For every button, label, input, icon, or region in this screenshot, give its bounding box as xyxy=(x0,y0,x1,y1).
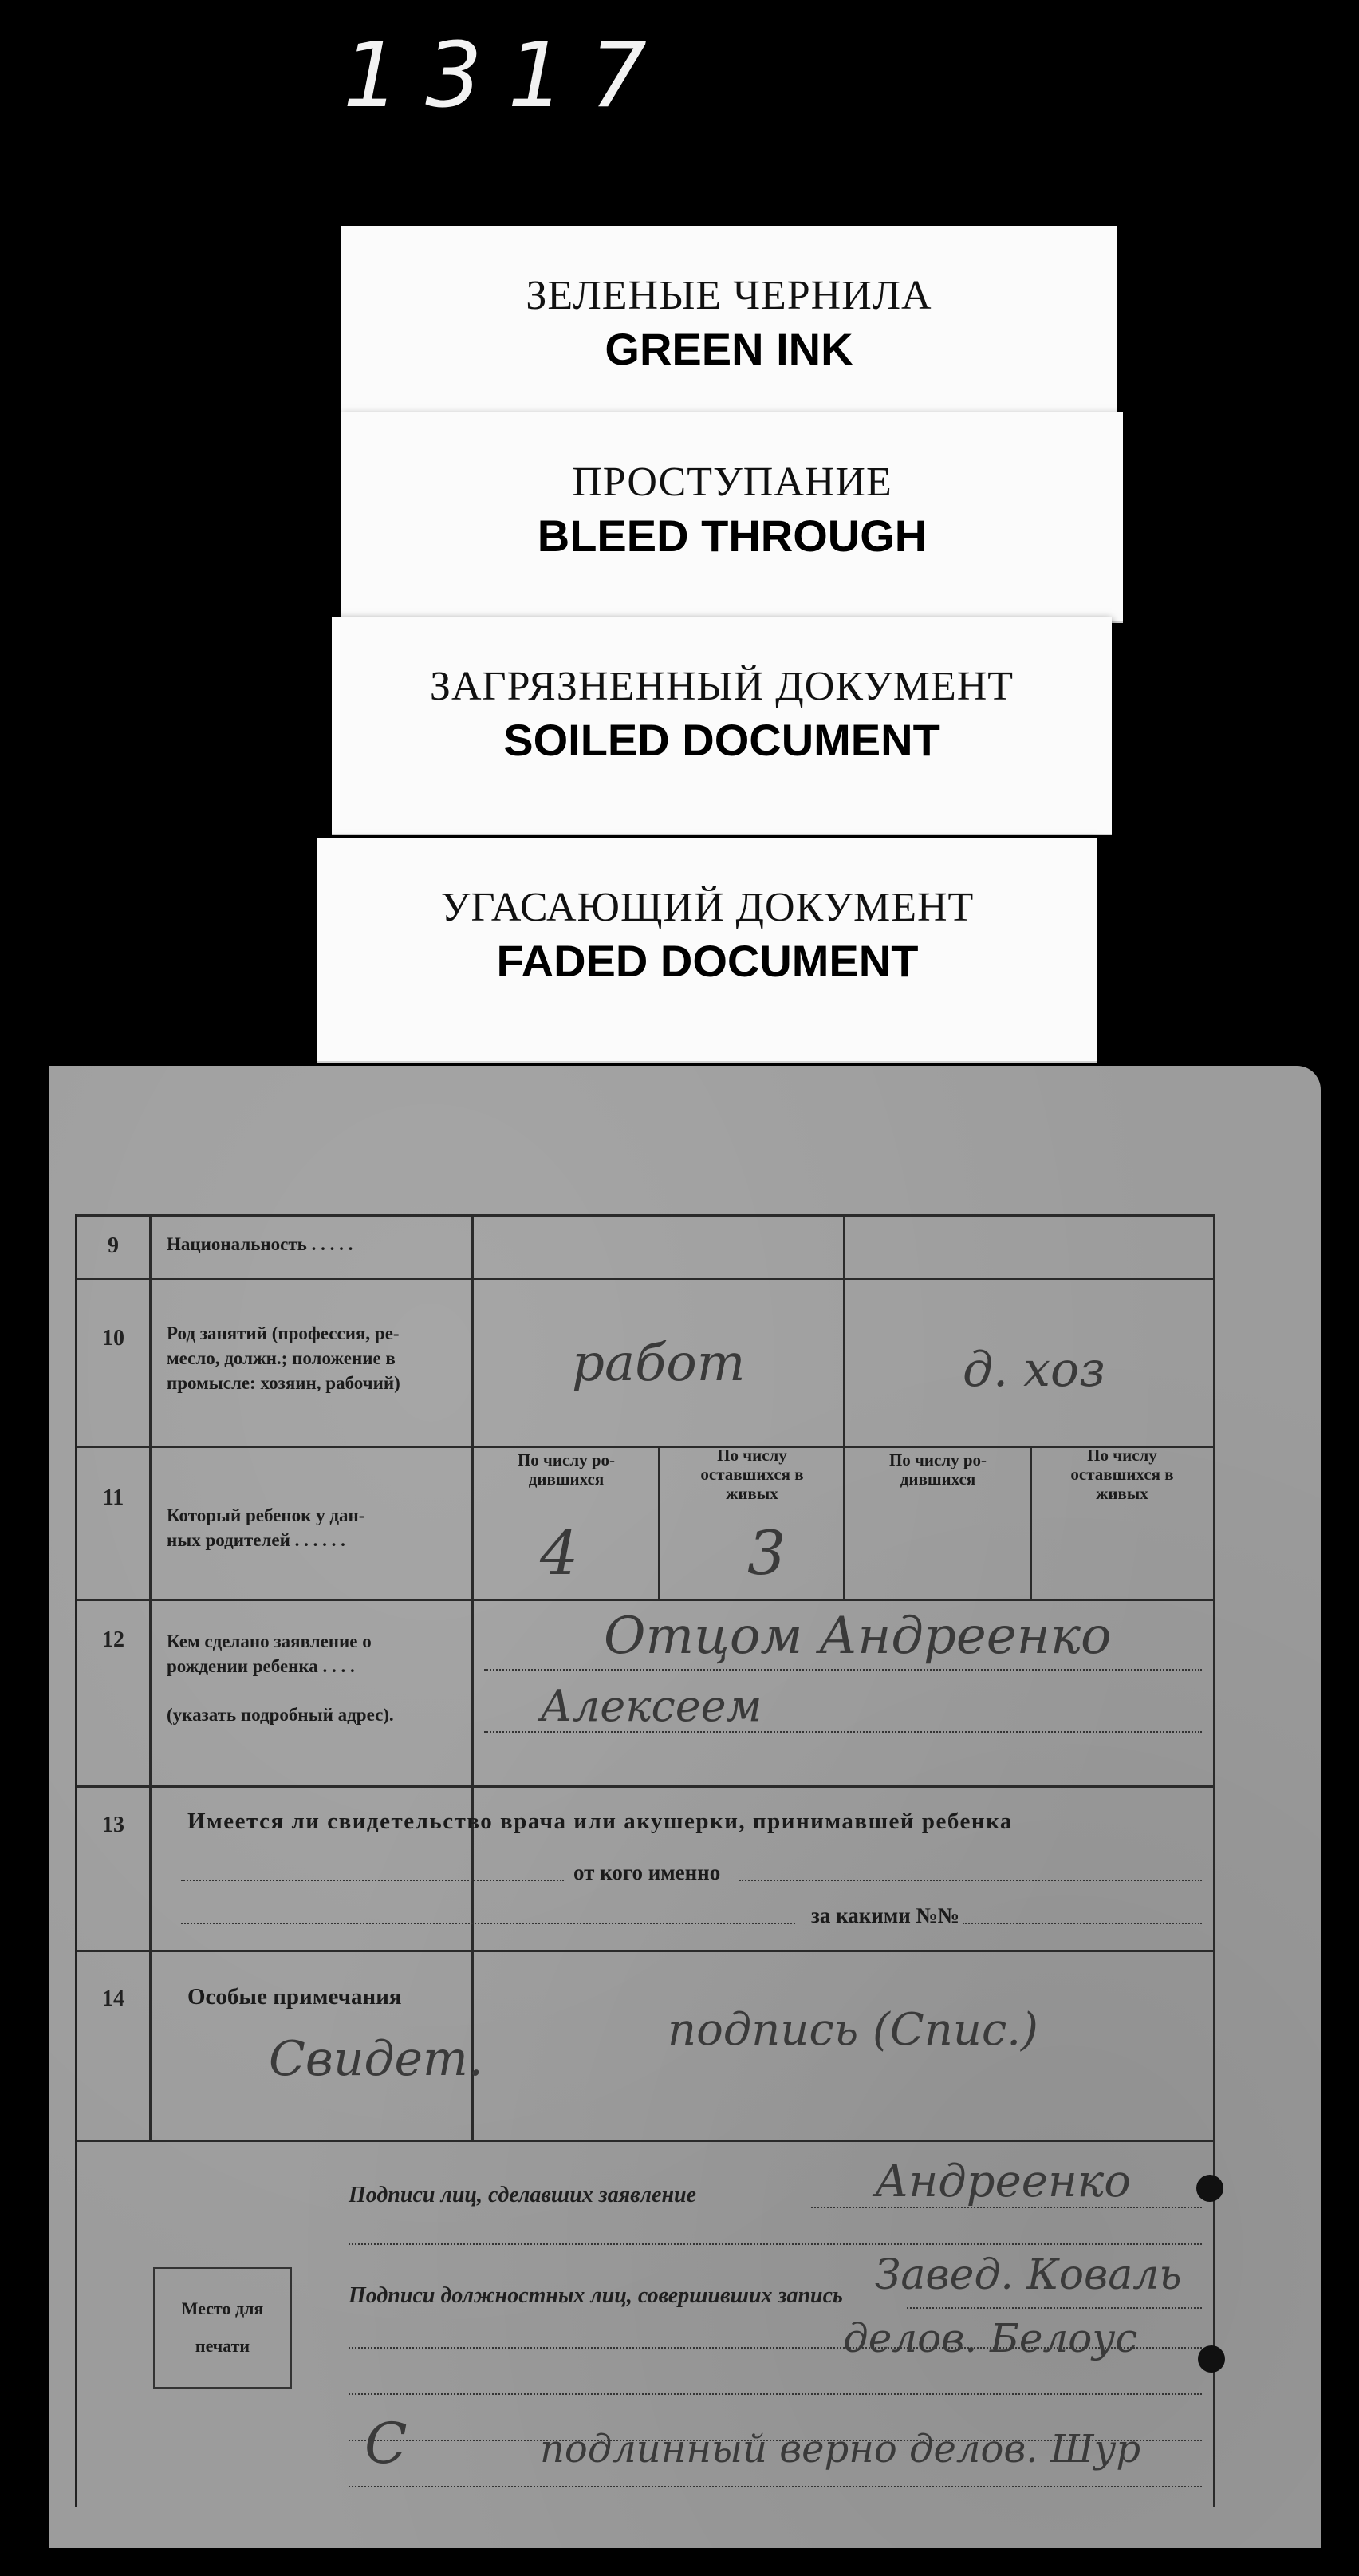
handwritten-clerk-signature: делов. Белоус xyxy=(843,2315,1138,2361)
frame-number: 1317 xyxy=(343,24,673,128)
row-border xyxy=(77,1278,1213,1280)
header-line: живых xyxy=(1096,1484,1148,1503)
certificate-question: Имеется ли свидетельство врача или акушерки, принимавшей ребенка xyxy=(187,1809,1013,1834)
dotted-rule xyxy=(963,1923,1202,1924)
handwritten-surviving-count: 3 xyxy=(747,1517,786,1588)
dotted-rule xyxy=(484,1669,1202,1671)
seal-place-label: Место для xyxy=(181,2298,264,2318)
dotted-rule xyxy=(907,2307,1202,2309)
parents-column-border xyxy=(843,1214,845,1599)
handwritten-declarant-name: Алексеем xyxy=(540,1681,762,1731)
declarant-label xyxy=(167,1629,394,1727)
handwritten-note-signature: подпись (Спис.) xyxy=(668,2004,1038,2056)
row-border xyxy=(77,1950,1213,1952)
label-line: Род занятий (профессия, ре- xyxy=(167,1324,400,1343)
soiled-document-tag xyxy=(332,617,1112,835)
number-column-border xyxy=(149,1214,152,2140)
header-line: оставшихся в xyxy=(1070,1465,1174,1484)
dotted-rule xyxy=(181,1880,564,1881)
row-border xyxy=(77,1785,1213,1788)
tag-russian-text: ПРОСТУПАНИЕ xyxy=(572,460,892,505)
seal-place-label: печати xyxy=(195,2336,250,2356)
label-line: Который ребенок у дан- xyxy=(167,1505,365,1525)
seal-place-box xyxy=(153,2267,292,2389)
binding-hole xyxy=(1196,2175,1223,2202)
handwritten-declarant: Отцом Андреенко xyxy=(604,1607,1112,1666)
header-line: По числу xyxy=(1087,1446,1157,1465)
header-line: оставшихся в xyxy=(700,1465,804,1484)
tag-english-text: BLEED THROUGH xyxy=(537,511,928,561)
header-line: живых xyxy=(726,1484,778,1503)
tag-russian-text: ЗЕЛЕНЫЕ ЧЕРНИЛА xyxy=(526,273,932,318)
header-line: По числу xyxy=(717,1446,787,1465)
special-notes-label: Особые примечания xyxy=(187,1984,402,2010)
nationality-label: Национальность . . . . . xyxy=(167,1234,353,1254)
tag-russian-text: ЗАГРЯЗНЕННЫЙ ДОКУМЕНТ xyxy=(429,664,1014,709)
handwritten-applicant-signature: Андреенко xyxy=(875,2156,1131,2207)
row-number: 9 xyxy=(108,1233,119,1258)
right-border xyxy=(1213,1214,1215,2507)
handwritten-certification: подлинный верно делов. Шур xyxy=(540,2427,1141,2471)
handwritten-initial: С xyxy=(364,2411,408,2476)
born-count-header xyxy=(848,1450,1028,1489)
row-number: 10 xyxy=(102,1326,124,1351)
dotted-rule xyxy=(739,1880,1202,1881)
applicant-signatures-label: Подписи лиц, сделавших заявление xyxy=(349,2183,696,2207)
handwritten-official-signature: Завед. Коваль xyxy=(875,2251,1182,2299)
tag-english-text: GREEN INK xyxy=(605,324,853,374)
label-line: ных родителей . . . . . . xyxy=(167,1530,345,1550)
tag-english-text: FADED DOCUMENT xyxy=(496,936,919,986)
dotted-rule xyxy=(349,2393,1202,2395)
dotted-rule xyxy=(181,1923,795,1924)
dotted-rule xyxy=(349,2243,1202,2245)
label-line: рождении ребенка . . . . xyxy=(167,1656,355,1676)
green-ink-tag xyxy=(341,226,1117,427)
row-number: 11 xyxy=(102,1485,124,1510)
from-whom-label: от кого именно xyxy=(573,1860,721,1884)
certificate-numbers-label: за какими №№ xyxy=(811,1903,959,1927)
occupation-label xyxy=(167,1321,400,1395)
row-number: 12 xyxy=(102,1627,124,1652)
label-line: Кем сделано заявление о xyxy=(167,1631,372,1651)
header-line: дившихся xyxy=(900,1469,976,1489)
surviving-count-header xyxy=(1033,1446,1211,1503)
handwritten-born-count: 4 xyxy=(540,1517,579,1588)
header-line: По числу ро- xyxy=(888,1450,987,1469)
row-border xyxy=(77,1214,1213,1217)
sub-column-border xyxy=(658,1446,660,1599)
dotted-rule xyxy=(349,2486,1202,2487)
bleed-through-tag xyxy=(341,412,1123,623)
handwritten-note-left: Свидет. xyxy=(269,2031,483,2087)
sub-column-border xyxy=(1030,1446,1032,1599)
surviving-count-header xyxy=(663,1446,841,1503)
header-line: По числу ро- xyxy=(517,1450,616,1469)
label-column-border xyxy=(471,1214,474,1950)
tag-english-text: SOILED DOCUMENT xyxy=(503,715,940,765)
born-count-header xyxy=(476,1450,656,1489)
label-line: (указать подробный адрес). xyxy=(167,1705,394,1725)
faded-document-tag xyxy=(317,838,1097,1063)
row-number: 13 xyxy=(102,1813,124,1837)
row-number: 14 xyxy=(102,1986,124,2011)
child-order-label xyxy=(167,1503,364,1552)
official-signatures-label: Подписи должностных лиц, совершивших запись xyxy=(349,2283,843,2308)
dotted-rule xyxy=(484,1731,1202,1733)
header-line: дившихся xyxy=(528,1469,605,1489)
binding-hole xyxy=(1198,2345,1225,2373)
label-line: месло, должн.; положение в xyxy=(167,1348,396,1368)
handwritten-occupation-father: работ xyxy=(572,1334,746,1393)
row-border xyxy=(77,1599,1213,1601)
row-border xyxy=(77,2140,1213,2142)
label-line: промысле: хозяин, рабочий) xyxy=(167,1373,400,1393)
tag-russian-text: УГАСАЮЩИЙ ДОКУМЕНТ xyxy=(440,885,975,930)
handwritten-occupation-mother: д. хоз xyxy=(963,1342,1105,1398)
